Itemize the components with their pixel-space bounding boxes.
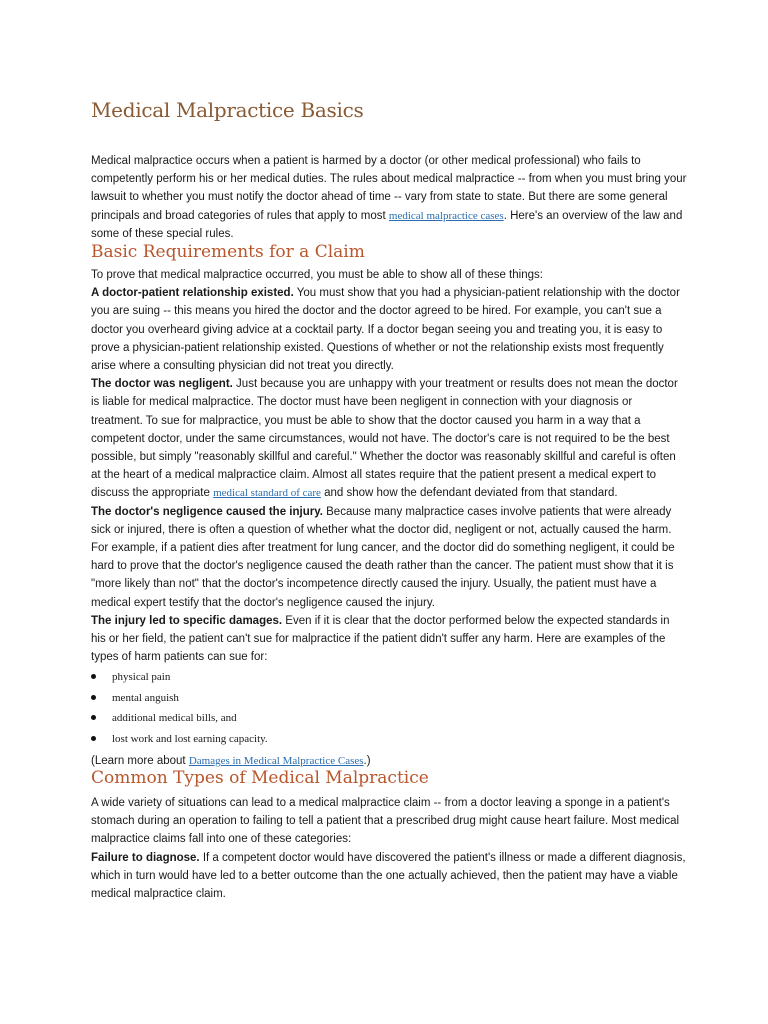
link-medical-malpractice-cases[interactable]: medical malpractice cases: [388, 209, 504, 222]
requirement-relationship-text: You must show that you had a physician-patient relationship with the doctor you are suing -- this means you hired the doctor and the doctor agreed to be hired. For example, you can't sue a doctor you overheard giving advice at a cocktail party. If a doctor began seeing you and treating you, it is easy to prove a physician-patient relationship existed. Questions of whether or not the relationship exists most frequently arise where a consulting physician did not treat you directly.: [91, 287, 680, 373]
section-heading-requirements: Basic Requirements for a Claim: [91, 242, 365, 262]
link-damages-in-medical-malpractice-cases[interactable]: Damages in Medical Malpractice Cases: [188, 755, 364, 768]
common-types-lead: A wide variety of situations can lead to a medical malpractice claim -- from a doctor leaving a sponge in a patient's stomach during an operation to failing to tell a patient that a prescribed drug might cause heart failure. Most medical malpractice claims fall into one of these categories:: [91, 797, 680, 846]
requirement-damages: [91, 612, 687, 667]
page-title: Medical Malpractice Basics: [91, 98, 364, 122]
link-medical-standard-of-care[interactable]: medical standard of care: [213, 487, 321, 500]
requirement-negligent: [91, 375, 687, 502]
learn-more-text: (Learn more about: [91, 755, 189, 768]
requirement-relationship-title: A doctor-patient relationship existed.: [91, 287, 294, 300]
section-common-types: [91, 766, 687, 903]
type-failure-to-diagnose-text: If a competent doctor would have discovered the patient's illness or made a different diagnosis, which in turn would have led to a better outcome than the one actually achieved, then the patient may have a viable medical malpractice claim.: [91, 851, 686, 901]
requirement-relationship: [91, 284, 687, 375]
list-item: lost work and lost earning capacity.: [91, 729, 687, 749]
requirement-causation-text: Because many malpractice cases involve patients that were already sick or injured, there is often a question of whether what the doctor did, negligent or not, actually caused the harm. For example, if a patient dies after treatment for lung cancer, and the doctor did do something negligent, it could be hard to prove that the doctor's negligence caused the death rather than the cancer. The patient must show that it is "more likely than not" that the doctor's incompetence directly caused the injury. Usually, the patient must have a medical expert testify that the doctor's negligence caused the injury.: [91, 505, 675, 609]
section-heading-common-types: Common Types of Medical Malpractice: [91, 768, 429, 788]
intro-text: Medical malpractice occurs when a patient is harmed by a doctor (or other medical professional) who fails to competently perform his or her medical duties. The rules about medical malpractice -- from when you must bring your lawsuit to whether you must notify the doctor ahead of time -- vary from state to state. But there are some general principals and broad categories of rules that apply to most: [91, 155, 687, 222]
requirement-damages-title: The injury led to specific damages.: [91, 614, 283, 627]
list-item: mental anguish: [91, 688, 687, 708]
intro-paragraph: [91, 152, 687, 243]
type-failure-to-diagnose-title: Failure to diagnose.: [91, 851, 200, 864]
intro-block: [91, 152, 687, 243]
requirements-lead: To prove that medical malpractice occurred, you must be able to show all of these things:: [91, 269, 543, 281]
type-failure-to-diagnose: [91, 849, 687, 904]
requirement-negligent-title: The doctor was negligent.: [91, 378, 233, 391]
intro-text-end: . Here's an overview of the law and some of these special rules.: [91, 209, 683, 240]
list-item: additional medical bills, and: [91, 708, 687, 728]
requirement-causation-title: The doctor's negligence caused the injury.: [91, 505, 323, 518]
section-basic-requirements: [91, 240, 687, 770]
damages-list: [91, 667, 687, 749]
list-item: physical pain: [91, 667, 687, 687]
requirement-negligent-text-end: and show how the defendant deviated from that standard.: [320, 487, 618, 500]
requirement-causation: [91, 503, 687, 612]
requirement-damages-text: Even if it is clear that the doctor performed below the expected standards in his or her field, the patient can't sue for malpractice if the patient didn't suffer any harm. Here are examples of the types of harm patients can sue for:: [91, 614, 670, 664]
learn-more-text-end: .): [363, 755, 371, 768]
requirement-negligent-text: Just because you are unhappy with your treatment or results does not mean the doctor is liable for medical malpractice. The doctor must have been negligent in connection with your diagnosis or treatment. To sue for malpractice, you must be able to show that the doctor caused you harm in a way that a competent doctor, under the same circumstances, would not have. The doctor's care is not required to be the best possible, but simply "reasonably skillful and careful." Whether the doctor was reasonably skillful and careful is often at the heart of a medical malpractice claim. Almost all states require that the patient present a medical expert to discuss the appropriate: [91, 378, 678, 500]
